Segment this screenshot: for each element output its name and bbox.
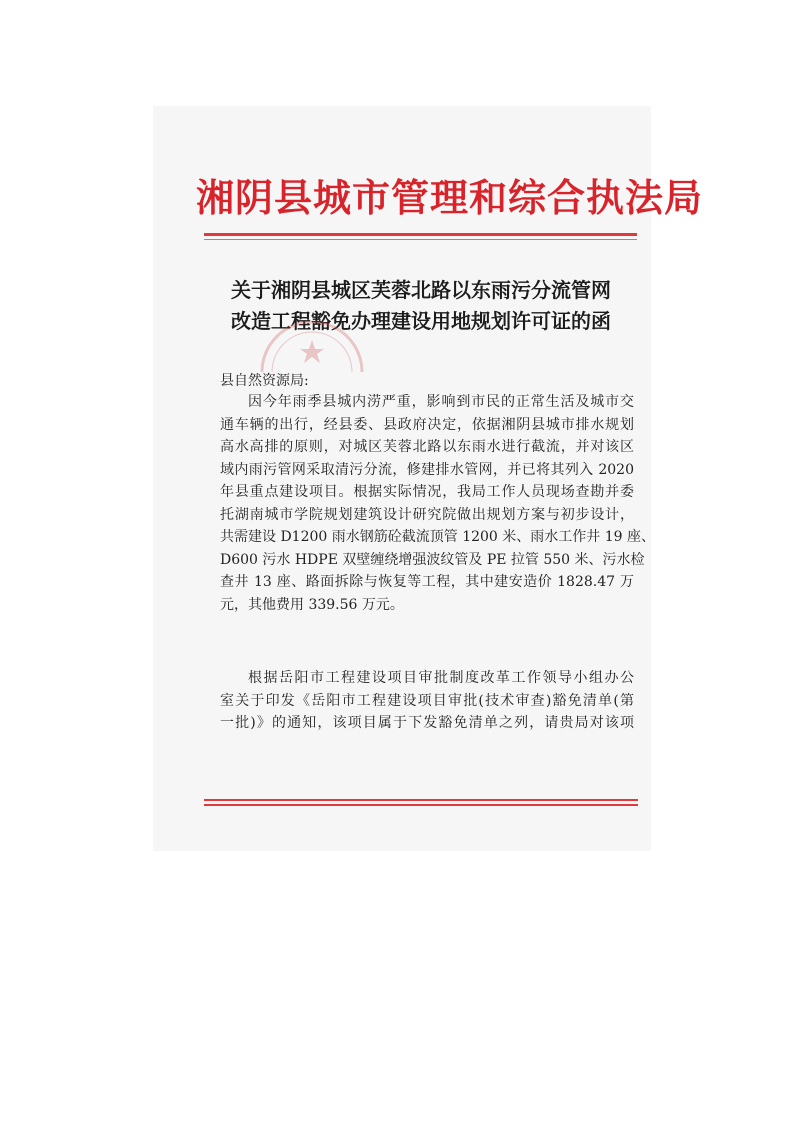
- paragraph-line: 高水高排的原则，对城区芙蓉北路以东雨水进行截流，并对该区: [220, 439, 634, 455]
- body-paragraph-1: [220, 391, 655, 616]
- letterhead-title: 湘阴县城市管理和综合执法局: [196, 175, 704, 220]
- letterhead-rule-thick: [204, 233, 637, 236]
- paragraph-line: 元，其他费用 339.56 万元。: [220, 596, 404, 613]
- paragraph-line: 根据岳阳市工程建设项目审批制度改革工作领导小组办公: [248, 670, 634, 686]
- addressee: 县自然资源局:: [220, 373, 309, 389]
- paragraph-line: 一批)》的通知，该项目属于下发豁免清单之列，请贵局对该项: [220, 715, 634, 731]
- document-title-line-2: 改造工程豁免办理建设用地规划许可证的函: [231, 309, 611, 333]
- seal-stamp-icon: [252, 300, 372, 372]
- letterhead-rule-thin: [204, 239, 637, 240]
- document-title-line-1: 关于湘阴县城区芙蓉北路以东雨污分流管网: [231, 278, 611, 302]
- paragraph-line: D600 污水 HDPE 双壁缠绕增强波纹管及 PE 拉管 550 米、污水检: [220, 551, 645, 568]
- paragraph-line: 年县重点建设项目。根据实际情况，我局工作人员现场查勘并委: [220, 484, 634, 500]
- paragraph-line: 托湖南城市学院规划建筑设计研究院做出规划方案与初步设计，: [220, 506, 634, 523]
- footer-rule-2: [204, 804, 638, 806]
- footer-rule-1: [204, 799, 638, 801]
- paragraph-line: 共需建设 D1200 雨水钢筋砼截流顶管 1200 米、雨水工作井 19 座、: [220, 529, 655, 545]
- paragraph-line: 通车辆的出行，经县委、县政府决定，依据湘阴县城市排水规划: [220, 416, 634, 433]
- paragraph-line: 室关于印发《岳阳市工程建设项目审批(技术审查)豁免清单(第: [220, 692, 634, 709]
- paragraph-line: 域内雨污管网采取清污分流，修建排水管网，并已将其列入 2020: [220, 461, 634, 478]
- paragraph-line: 查井 13 座、路面拆除与恢复等工程，其中建安造价 1828.47 万: [220, 574, 634, 590]
- body-paragraph-2: [220, 667, 634, 735]
- paragraph-line: 因今年雨季县城内涝严重，影响到市民的正常生活及城市交: [248, 394, 634, 410]
